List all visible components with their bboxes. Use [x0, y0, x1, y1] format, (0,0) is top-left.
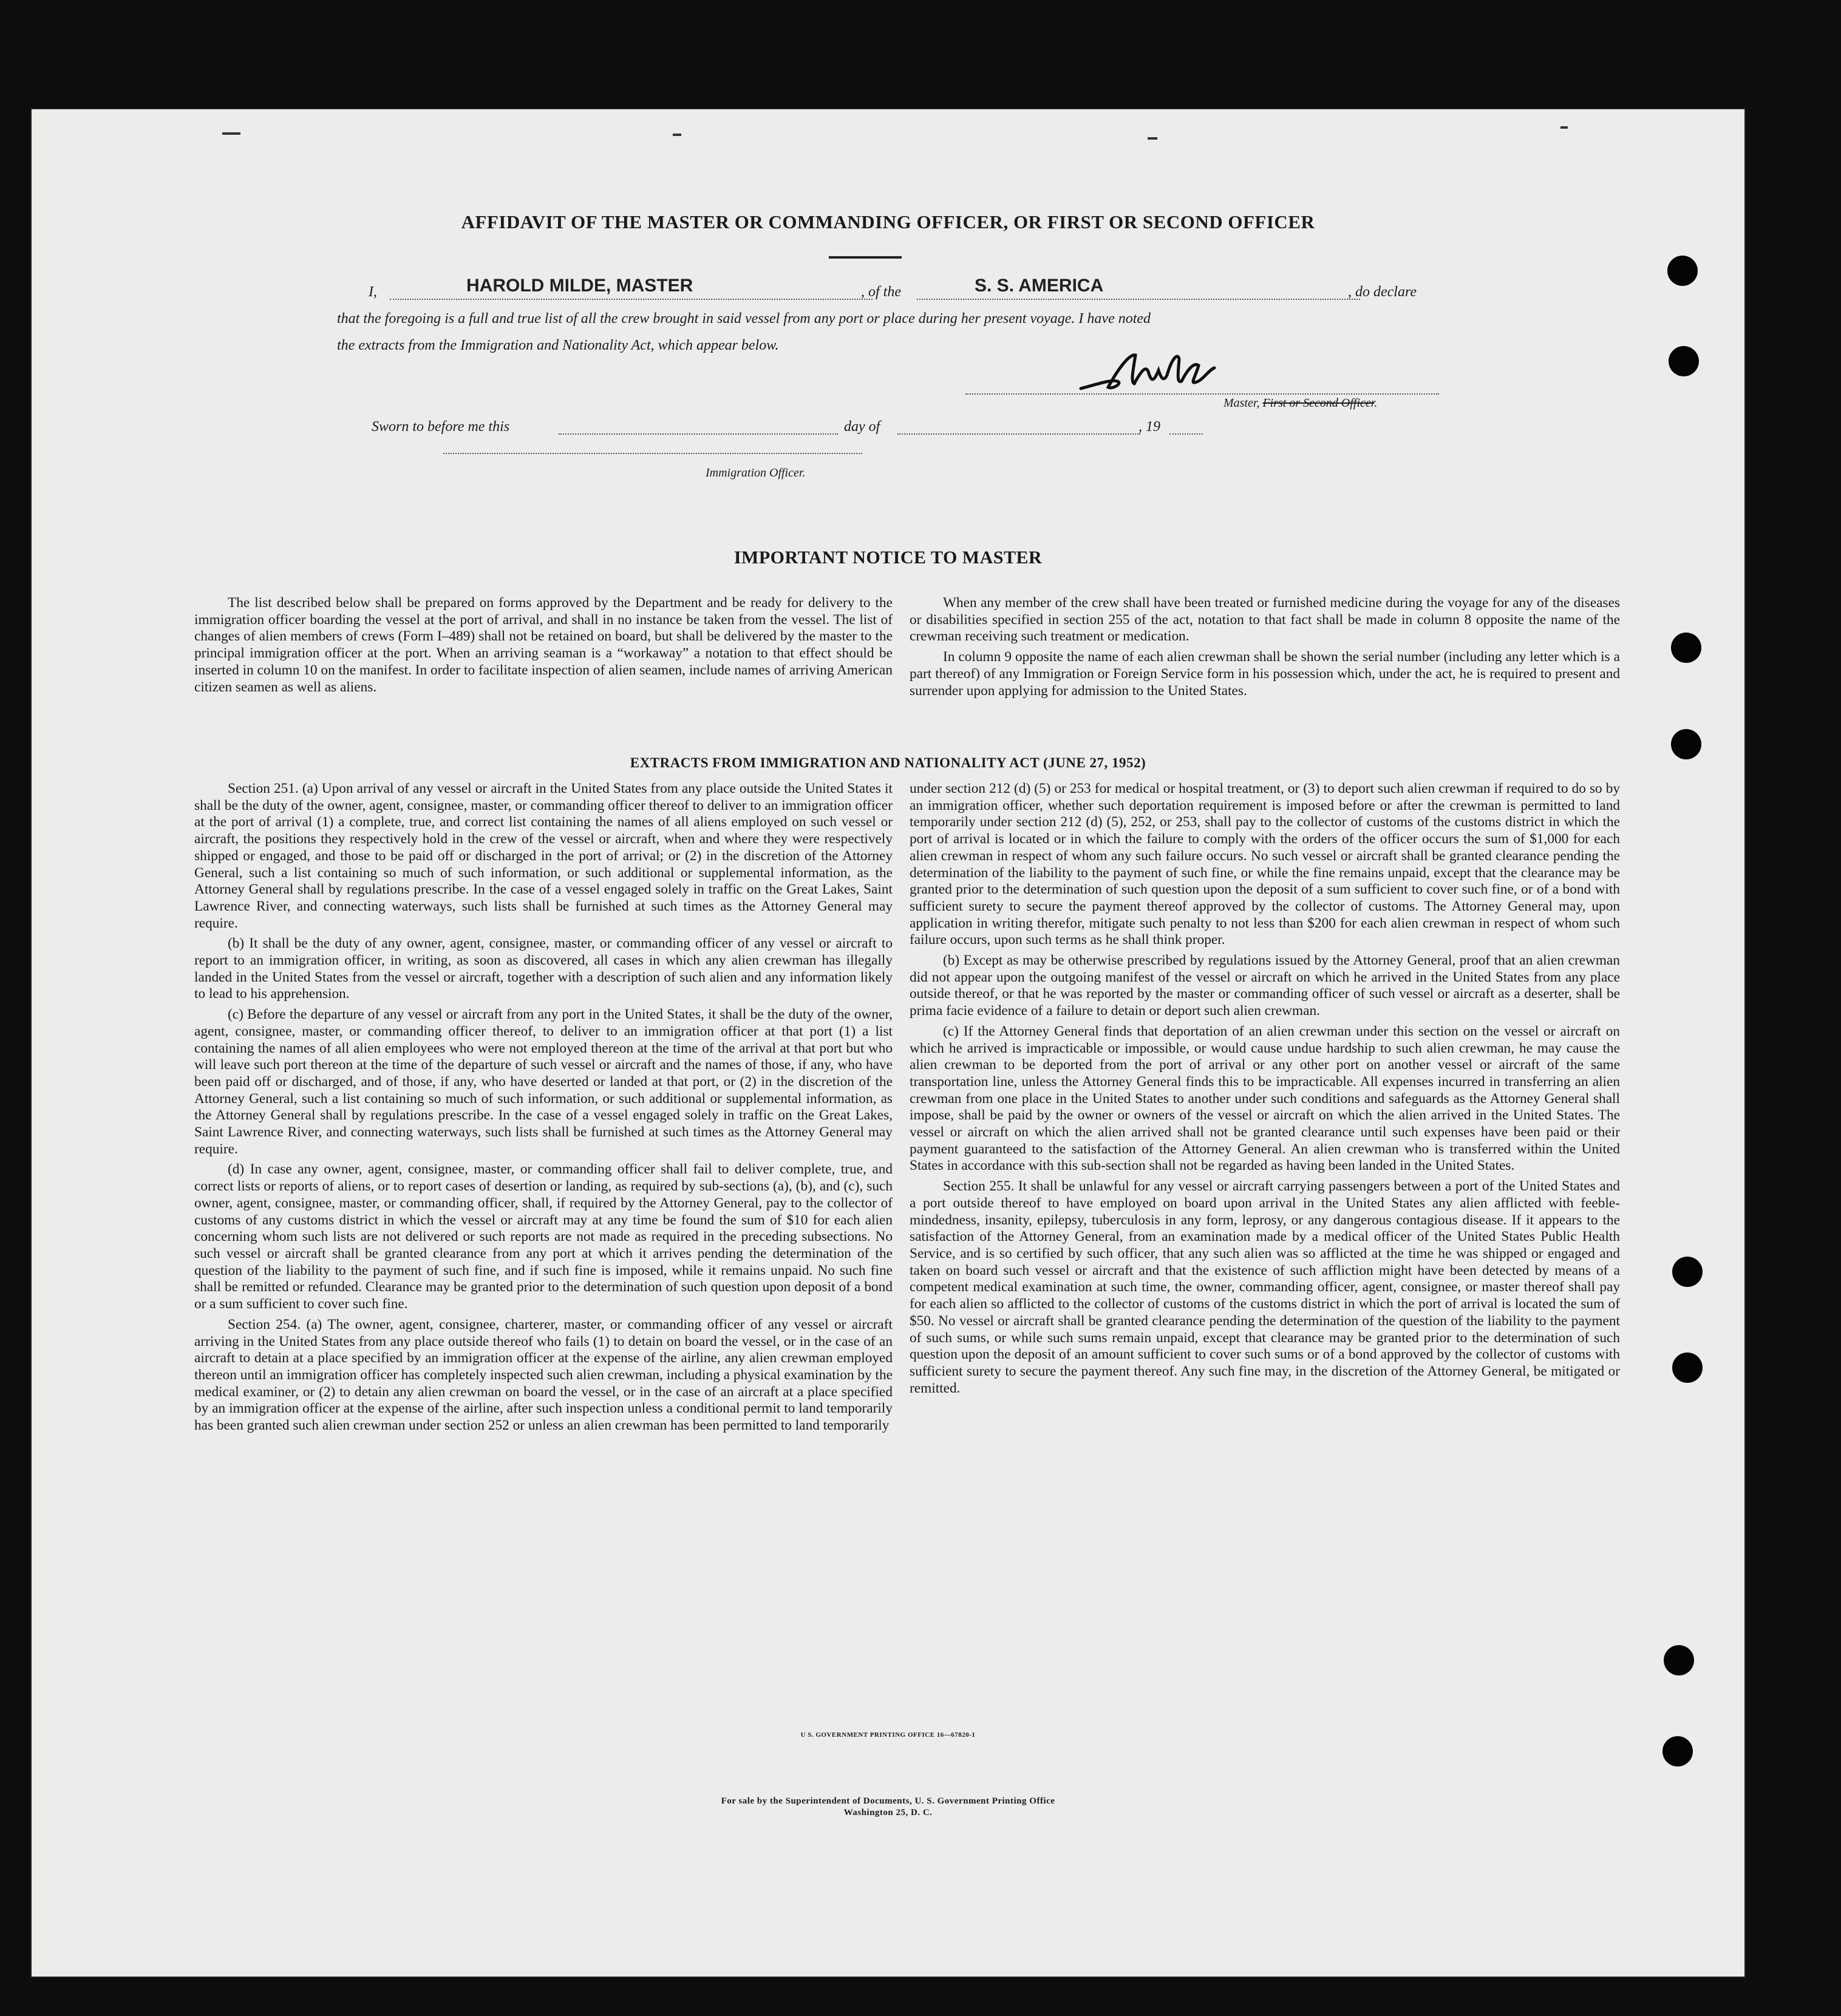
caption-end: .	[1374, 396, 1378, 410]
notice-left-paragraph: The list described below shall be prepared on forms approved by the Department and be ready for delivery to the immigration officer boarding the vessel at the port of arrival, and shall in no instance be taken from the vessel. The list of changes of alien members of crews (Form I–489) shall not be retained on board, but shall be delivered by the master to the principal immigration officer at the port. When an arriving seaman is a “workaway” a notation to that effect should be inserted in column 10 on the manifest. In order to facilitate inspection of alien seamen, include names of arriving American citizen seamen as well as aliens.	[194, 595, 893, 695]
signature-caption	[1223, 396, 1377, 410]
punch-hole	[1667, 256, 1698, 286]
section-254-b: (b) Except as may be otherwise prescribed by regulations issued by the Attorney General, proof that an alien crewman did not appear upon the outgoing manifest of the vessel or aircraft on which he arrived in the United States from any place outside thereof, or that he was reported by the master or commanding officer of such vessel or aircraft as a deserter, shall be prima facie evidence of a failure to detain or deport such alien crewman.	[910, 952, 1620, 1019]
caption-master: Master,	[1223, 396, 1263, 410]
scan-mark	[1148, 137, 1157, 140]
vessel-value: S. S. AMERICA	[975, 276, 1104, 296]
section-251-c: (c) Before the departure of any vessel or aircraft from any port in the United States, it shall be the duty of the owner, agent, consignee, master, or commanding officer thereof, to deliver to an immigration officer at that port (1) a list containing the names of all alien employees who were not employed thereon at the time of the arrival at that port but who will leave such port thereon at the time of the departure of such vessel or aircraft and the names of those, if any, who have been paid off or discharged, and of those, if any, who have deserted or landed at that port, or (2) in the discretion of the Attorney General, such a list containing so much of such information, or such additional or supplemental information, as the Attorney General shall by regulations prescribe. In the case of a vessel engaged solely in traffic on the Great Lakes, Saint Lawrence River, and connecting waterways, such lists shall be furnished at such times as the Attorney General may require.	[194, 1006, 893, 1157]
punch-hole	[1672, 1257, 1703, 1287]
i-label: I,	[369, 284, 377, 300]
section-255: Section 255. It shall be unlawful for any vessel or aircraft carrying passengers between a port of the United States and a port outside thereof to have employed on board upon arrival in the United States any alien afflicted with feeble-mindedness, insanity, epilepsy, tuberculosis in any form, leprosy, or any dangerous contagious disease. If it appears to the satisfaction of the Attorney General, from an examination made by a medical officer of the United States Public Health Service, and is so certified by such officer, that any such alien was so afflicted at the time he was shipped or engaged and taken on board such vessel or aircraft and that the existence of such affliction might have been detected by means of a competent medical examination at such time, the owner, commanding officer, agent, consignee, or master thereof shall pay for each alien so afflicted to the collector of customs of the customs district in which the port of arrival is located the sum of $50. No vessel or aircraft shall be granted clearance pending the determination of the question of the liability to the payment of such sums, or while such sums remain unpaid, except that clearance may be granted prior to the determination of such question upon the deposit of an amount sufficient to cover such sums or of a bond approved by the collector of customs with sufficient surety to secure the payment thereof. Any such fine may, in the discretion of the Attorney General, be mitigated or remitted.	[910, 1178, 1620, 1396]
scan-mark	[1560, 126, 1568, 129]
sworn-month-field[interactable]	[897, 416, 1140, 435]
section-251-d: (d) In case any owner, agent, consignee, master, or commanding officer shall fail to deliver complete, true, and correct lists or reports of aliens, or to report cases of desertion or landing, as required by sub-sections (a), (b), and (c), such owner, agent, consignee, master, or commanding officer, shall, if required by the Attorney General, pay to the collector of customs of any customs district in which the vessel or aircraft may at any time be found the sum of $10 for each alien concerning whom such lists are not delivered or such reports are not made as required in the preceding subsections. No such vessel or aircraft shall be granted clearance from any port at which it arrives pending the determination of the question of the liability to the payment of such fine, and if such fine is imposed, while it remains unpaid. No such fine shall be remitted or refunded. Clearance may be granted prior to the determination of such question upon deposit of a bond or a sum sufficient to cover such fine.	[194, 1161, 893, 1312]
section-251-b: (b) It shall be the duty of any owner, agent, consignee, master, or commanding officer of any vessel or aircraft to report to an immigration officer, in writing, as soon as discovered, all cases in which any alien crewman has illegally landed in the United States from the vessel or aircraft, together with a description of such alien and any information likely to lead to his apprehension.	[194, 935, 893, 1002]
officer-caption: Immigration Officer.	[706, 466, 806, 480]
sworn-day-field[interactable]	[559, 416, 838, 435]
notice-right-paragraph-1: When any member of the crew shall have been treated or furnished medicine during the voyage for any of the diseases or disabilities specified in section 255 of the act, notation to that fact shall be made in column 8 opposite the name of the crewman receiving such treatment or medication.	[910, 595, 1620, 645]
section-254-a: Section 254. (a) The owner, agent, consignee, charterer, master, or commanding officer of any vessel or aircraft arriving in the United States from any place outside thereof who fails (1) to detain on board the vessel, or in the case of an aircraft to detain at a place specified by an immigration officer at the expense of the airline, any alien crewman employed thereon until an immigration officer has completely inspected such alien crewman, including a physical examination by the medical examiner, or (2) to detain any alien crewman on board the vessel, or in the case of an aircraft at a place specified by an immigration officer at the expense of the airline, after such inspection unless a conditional permit to land temporarily has been granted such alien crewman under section 252 or unless an alien crewman has been permitted to land temporarily	[194, 1316, 893, 1434]
section-254-a-continued: under section 212 (d) (5) or 253 for medical or hospital treatment, or (3) to deport such alien crewman if required to do so by an immigration officer, whether such deportation requirement is imposed before or after the crewman is permitted to land temporarily under section 212 (d) (5), 252, or 253, shall pay to the collector of customs of the customs district in which the port of arrival is located or in which the failure to comply with the orders of the officer occurs the sum of $1,000 for each alien crewman in respect of whom any such failure occurs. No such vessel or aircraft shall be granted clearance pending the determination of the liability to the payment of such fine, or while the fine remains unpaid, except that the clearance may be granted prior to the determination of such question upon the deposit of a sum sufficient to cover such fine, or of a bond with sufficient surety to secure the payment thereof approved by the collector of customs. The Attorney General may, upon application in writing therefor, mitigate such penalty to not less than $200 for each alien crewman in respect of whom such failure occurs, upon such terms as he shall think proper.	[910, 781, 1620, 948]
notice-right-paragraph-2: In column 9 opposite the name of each alien crewman shall be shown the serial number (including any letter which is a part thereof) of any Immigration or Foreign Service form in his possession which, under the act, he is required to present and surrender upon applying for admission to the United States.	[910, 649, 1620, 699]
sale-notice-line-1: For sale by the Superintendent of Documents, U. S. Government Printing Office	[721, 1796, 1055, 1806]
notice-left-text	[194, 595, 893, 696]
scan-mark	[673, 134, 681, 136]
sworn-year-field[interactable]	[1169, 416, 1203, 435]
punch-hole	[1672, 1352, 1703, 1383]
do-declare-label: , do declare	[1348, 284, 1417, 300]
title-rule	[829, 256, 902, 259]
officer-signature-field[interactable]	[443, 441, 862, 454]
extracts-right-column	[910, 781, 1620, 1397]
of-the-label: , of the	[861, 284, 901, 300]
punch-hole	[1662, 1736, 1693, 1767]
year-label: , 19	[1138, 419, 1160, 435]
sworn-label: Sworn to before me this	[372, 419, 510, 435]
day-of-label: day of	[844, 419, 880, 435]
declaration-line-1: that the foregoing is a full and true list of all the crew brought in said vessel from any port or place during her present voyage. I have noted	[337, 311, 1151, 327]
sale-notice-line-2: Washington 25, D. C.	[843, 1808, 933, 1817]
punch-hole	[1664, 1645, 1694, 1675]
punch-hole	[1669, 346, 1699, 376]
affidavit-title: AFFIDAVIT OF THE MASTER OR COMMANDING OFFICER, OR FIRST OR SECOND OFFICER	[461, 211, 1315, 232]
section-254-c: (c) If the Attorney General finds that deportation of an alien crewman under this section on the vessel or aircraft on which he arrived is impracticable or impossible, or would cause undue hardship to such alien crewman, he may cause the alien crewman to be deported from the port of arrival or any other port on another vessel or aircraft of the same transportation line, unless the Attorney General finds this to be impracticable. All expenses incurred in transferring an alien crewman from one place in the United States to another under such conditions and safeguards as the Attorney General shall impose, shall be paid by the owner or owners of the vessel or aircraft on which the alien arrived in the United States. The vessel or aircraft on which the alien arrived shall not be granted clearance until such expenses have been paid or their payment guaranteed to the satisfaction of the Attorney General. An alien crewman who is transferred within the United States in accordance with this sub-section shall not be regarded as having been landed in the United States.	[910, 1023, 1620, 1174]
punch-hole	[1671, 633, 1701, 663]
printing-office-imprint: U S. GOVERNMENT PRINTING OFFICE 16—67820-1	[800, 1731, 976, 1739]
handwritten-signature	[1075, 346, 1233, 401]
caption-struck: First or Second Officer	[1262, 396, 1375, 410]
notice-right-text	[910, 595, 1620, 699]
scan-mark	[222, 132, 240, 135]
punch-hole	[1671, 729, 1701, 759]
extracts-left-column	[194, 781, 893, 1434]
declaration-line-2: the extracts from the Immigration and Nationality Act, which appear below.	[337, 338, 779, 353]
extracts-title: EXTRACTS FROM IMMIGRATION AND NATIONALITY ACT (JUNE 27, 1952)	[630, 755, 1146, 770]
section-251-a: Section 251. (a) Upon arrival of any vessel or aircraft in the United States from any place outside the United States it shall be the duty of the owner, agent, consignee, master, or commanding officer thereof to deliver to an immigration officer at the port of arrival (1) a complete, true, and correct list containing the names of all aliens employed on such vessel or aircraft, the positions they respectively hold in the crew of the vessel or aircraft, when and where they were respectively shipped or engaged, and those to be paid off or discharged in the port of arrival; or (2) in the discretion of the Attorney General, such a list containing so much of such information, or such additional or supplemental information, as the Attorney General shall by regulations prescribe. In the case of a vessel engaged solely in traffic on the Great Lakes, Saint Lawrence River, and connecting waterways, such lists shall be furnished at such times as the Attorney General may require.	[194, 781, 893, 931]
document-page	[30, 108, 1746, 1978]
name-value: HAROLD MILDE, MASTER	[466, 276, 693, 296]
notice-title: IMPORTANT NOTICE TO MASTER	[733, 548, 1043, 568]
